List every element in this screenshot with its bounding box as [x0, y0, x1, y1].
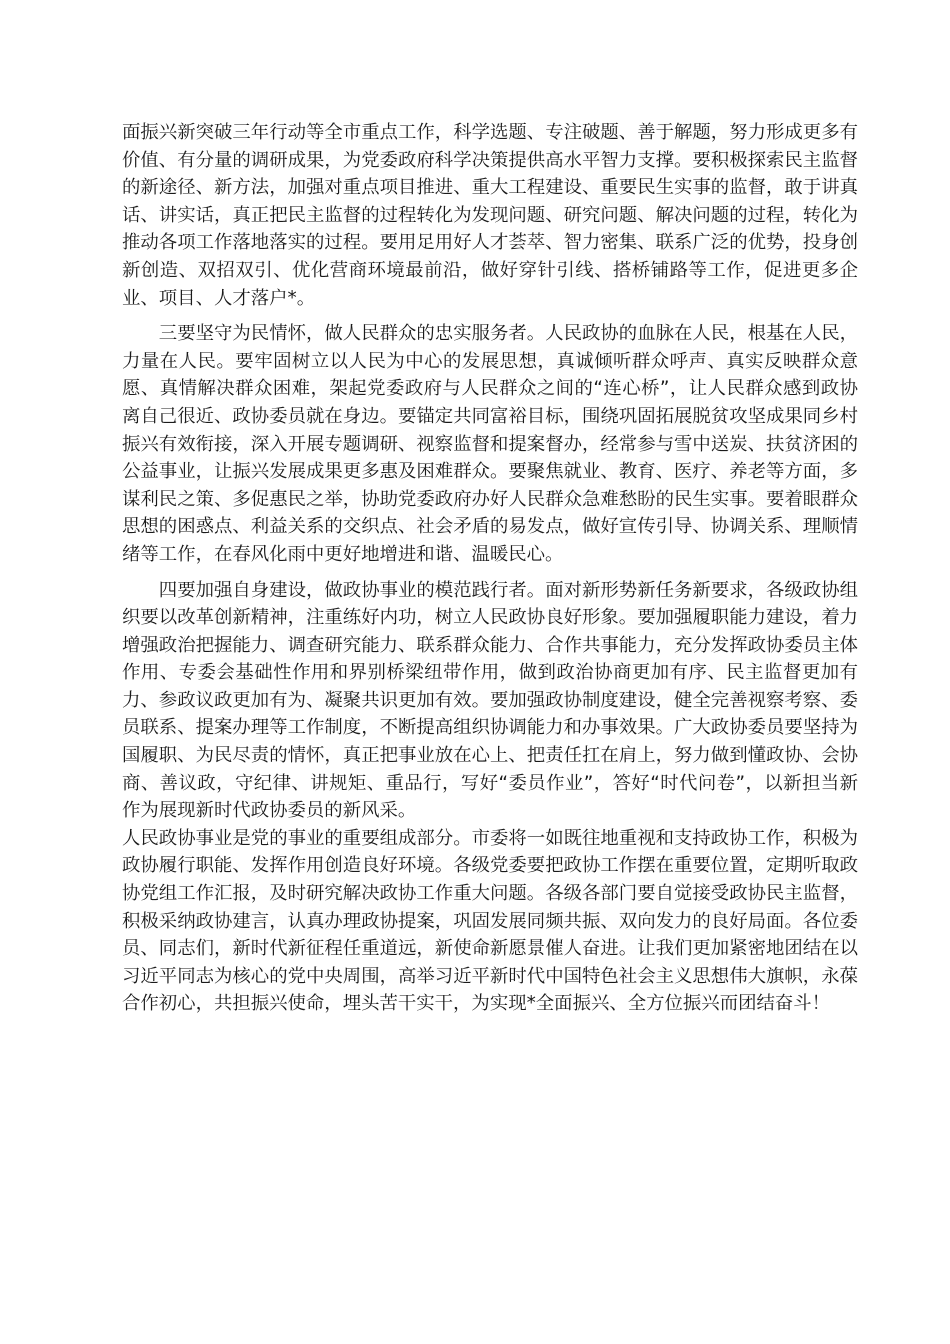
paragraph-third-point: 三要坚守为民情怀，做人民群众的忠实服务者。人民政协的血脉在人民，根基在人民，力量在人民。要牢固树立以人民为中心的发展思想，真诚倾听群众呼声、真实反映群众意愿、真情解决群众困难，架起党委政府与人民群众之间的“连心桥”，让人民群众感到政协离自己很近、政协委员就在身边。要锚定共同富裕目标，围绕巩固拓展脱贫攻坚成果同乡村振兴有效衔接，深入开展专题调研、视察监督和提案督办，经常参与雪中送炭、扶贫济困的公益事业，让振兴发展成果更多惠及困难群众。要聚焦就业、教育、医疗、养老等方面，多谋利民之策、多促惠民之举，协助党委政府办好人民群众急难愁盼的民生实事。要着眼群众思想的困惑点、利益关系的交织点、社会矛盾的易发点，做好宣传引导、协调关系、理顺情绪等工作，在春风化雨中更好地增进和谐、温暖民心。 [122, 323, 858, 565]
paragraph-fourth-point: 四要加强自身建设，做政协事业的模范践行者。面对新形势新任务新要求，各级政协组织要以改革创新精神，注重练好内功，树立人民政协良好形象。要加强履职能力建设，着力增强政治把握能力、调查研究能力、联系群众能力、合作共事能力，充分发挥政协委员主体作用、专委会基础性作用和界别桥梁纽带作用，做到政治协商更加有序、民主监督更加有力、参政议政更加有为、凝聚共识更加有效。要加强政协制度建设，健全完善视察考察、委员联系、提案办理等工作制度，不断提高组织协调能力和办事效果。广大政协委员要坚持为国履职、为民尽责的情怀，真正把事业放在心上、把责任扛在肩上，努力做到懂政协、会协商、善议政，守纪律、讲规矩、重品行，写好“委员作业”，答好“时代问卷”，以新担当新作为展现新时代政协委员的新风采。 [122, 579, 858, 822]
document-page [122, 119, 858, 1018]
paragraph-continued: 面振兴新突破三年行动等全市重点工作，科学选题、专注破题、善于解题，努力形成更多有价值、有分量的调研成果，为党委政府科学决策提供高水平智力支撑。要积极探索民主监督的新途径、新方法，加强对重点项目推进、重大工程建设、重要民生实事的监督，敢于讲真话、讲实话，真正把民主监督的过程转化为发现问题、研究问题、解决问题的过程，转化为推动各项工作落地落实的过程。要用足用好人才荟萃、智力密集、联系广泛的优势，投身创新创造、双招双引、优化营商环境最前沿，做好穿针引线、搭桥铺路等工作，促进更多企业、项目、人才落户*。 [122, 122, 858, 309]
paragraph-closing: 人民政协事业是党的事业的重要组成部分。市委将一如既往地重视和支持政协工作，积极为政协履行职能、发挥作用创造良好环境。各级党委要把政协工作摆在重要位置，定期听取政协党组工作汇报，及时研究解决政协工作重大问题。各级各部门要自觉接受政协民主监督，积极采纳政协建言，认真办理政协提案，巩固发展同频共振、双向发力的良好局面。各位委员、同志们，新时代新征程任重道远，新使命新愿景催人奋进。让我们更加紧密地团结在以习近平同志为核心的党中央周围，高举习近平新时代中国特色社会主义思想伟大旗帜，永葆合作初心，共担振兴使命，埋头苦干实干，为实现*全面振兴、全方位振兴而团结奋斗！ [122, 827, 858, 1015]
